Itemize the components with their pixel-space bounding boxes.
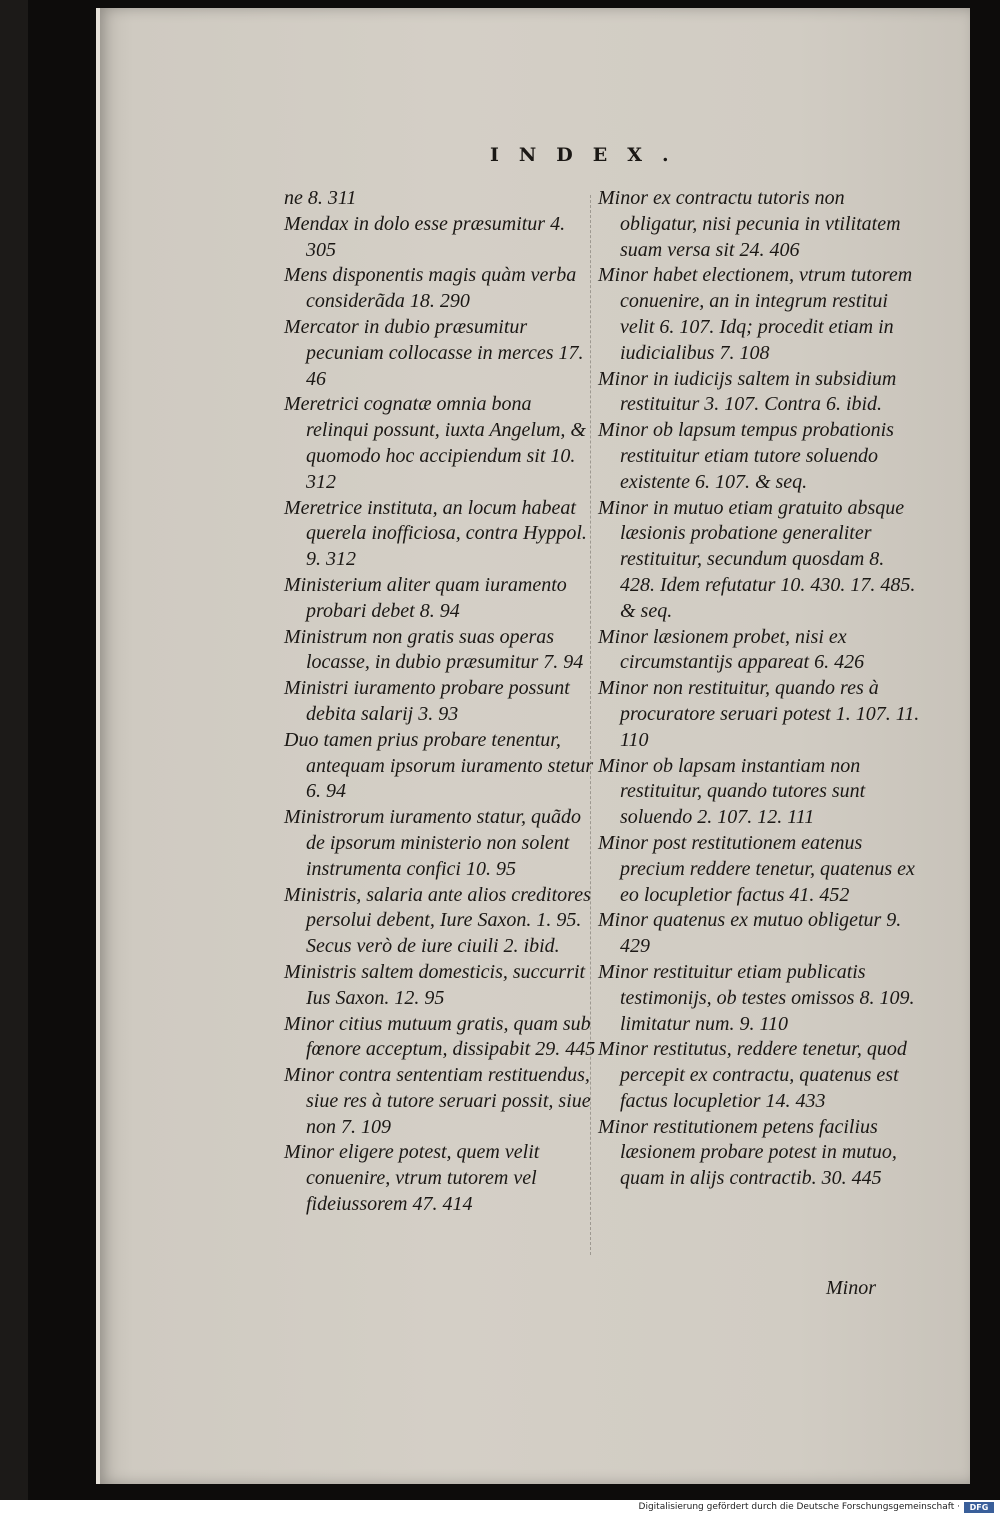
index-entry: Minor non restituitur, quando res à procuratore seruari potest 1. 107. 11. 110 bbox=[598, 677, 920, 751]
index-entry: Minor restitutionem petens facilius læsionem probare potest in mutuo, quam in alijs contractib. 30. 445 bbox=[598, 1115, 897, 1190]
index-entry: Minor in iudicijs saltem in subsidium restituitur 3. 107. Contra 6. ibid. bbox=[598, 367, 897, 416]
dfg-logo: DFG bbox=[964, 1502, 994, 1513]
catchword: Minor bbox=[826, 1277, 876, 1299]
index-entry: Minor restitutus, reddere tenetur, quod percepit ex contractu, quatenus est factus locupletior 14. 433 bbox=[598, 1038, 907, 1112]
left-column bbox=[284, 186, 596, 1218]
footer-credit: Digitalisierung gefördert durch die Deutsche Forschungsgemeinschaft · bbox=[638, 1502, 960, 1512]
index-entry: Mercator in dubio præsumitur pecuniam collocasse in merces 17. 46 bbox=[284, 315, 584, 390]
index-entry: Ministrum non gratis suas operas locasse, in dubio præsumitur 7. 94 bbox=[284, 625, 584, 674]
index-entry: Minor ex contractu tutoris non obligatur, nisi pecunia in vtilitatem suam versa sit 24. 406 bbox=[598, 187, 901, 261]
index-entry: Minor in mutuo etiam gratuito absque læsionis probatione generaliter restituitur, secundum quosdam 8. 428. Idem refutatur 10. 430. 17. 485. & seq. bbox=[598, 496, 916, 622]
index-entry: Minor habet electionem, vtrum tutorem conuenire, an in integrum restitui velit 6. 107. Idq; procedit etiam in iudicialibus 7. 108 bbox=[598, 264, 913, 364]
index-entry: Minor citius mutuum gratis, quam sub fœnore acceptum, dissipabit 29. 445 bbox=[284, 1012, 596, 1061]
index-entry: Minor eligere potest, quem velit conuenire, vtrum tutorem vel fideiussorem 47. 414 bbox=[284, 1141, 540, 1216]
index-entry: Ministris saltem domesticis, succurrit Ius Saxon. 12. 95 bbox=[284, 960, 586, 1009]
index-entry: Meretrice instituta, an locum habeat querela inofficiosa, contra Hyppol. 9. 312 bbox=[284, 496, 587, 571]
index-entry: Minor læsionem probet, nisi ex circumstantijs appareat 6. 426 bbox=[598, 625, 865, 674]
index-entry: Duo tamen prius probare tenentur, antequam ipsorum iuramento stetur 6. 94 bbox=[284, 728, 594, 803]
index-entry: Minor quatenus ex mutuo obligetur 9. 429 bbox=[598, 909, 902, 958]
index-entry: Minor post restitutionem eatenus precium reddere tenetur, quatenus ex eo locupletior factus 41. 452 bbox=[598, 831, 915, 906]
index-entry: Minor restituitur etiam publicatis testimonijs, ob testes omissos 8. 109. limitatur num. 9. 110 bbox=[598, 960, 915, 1035]
index-entry: Ministrorum iuramento statur, quãdo de ipsorum ministerio non solent instrumenta confici 10. 95 bbox=[284, 806, 582, 880]
index-entry: Ministri iuramento probare possunt debita salarij 3. 93 bbox=[284, 677, 570, 725]
page-fold bbox=[96, 8, 100, 1484]
index-entry: ne 8. 311 bbox=[284, 187, 357, 209]
index-entry: Mendax in dolo esse præsumitur 4. 305 bbox=[284, 212, 566, 261]
index-entry: Ministris, salaria ante alios creditores persolui debent, Iure Saxon. 1. 95. Secus verò de iure ciuili 2. ibid. bbox=[284, 883, 591, 958]
right-column bbox=[598, 186, 920, 1192]
index-entry: Meretrici cognatæ omnia bona relinqui possunt, iuxta Angelum, & quomodo hoc accipiendum sit 10. 312 bbox=[284, 393, 586, 493]
running-head: INDEX. bbox=[490, 144, 689, 166]
index-entry: Mens disponentis magis quàm verba considerãda 18. 290 bbox=[284, 264, 577, 313]
index-entry: Minor ob lapsam instantiam non restituitur, quando tutores sunt soluendo 2. 107. 12. 111 bbox=[598, 754, 866, 829]
index-entry: Ministerium aliter quam iuramento probari debet 8. 94 bbox=[284, 573, 567, 622]
index-entry: Minor contra sententiam restituendus, siue res à tutore seruari possit, siue non 7. 109 bbox=[284, 1064, 591, 1138]
index-entry: Minor ob lapsum tempus probationis restituitur etiam tutore soluendo existente 6. 107. & seq. bbox=[598, 419, 894, 493]
